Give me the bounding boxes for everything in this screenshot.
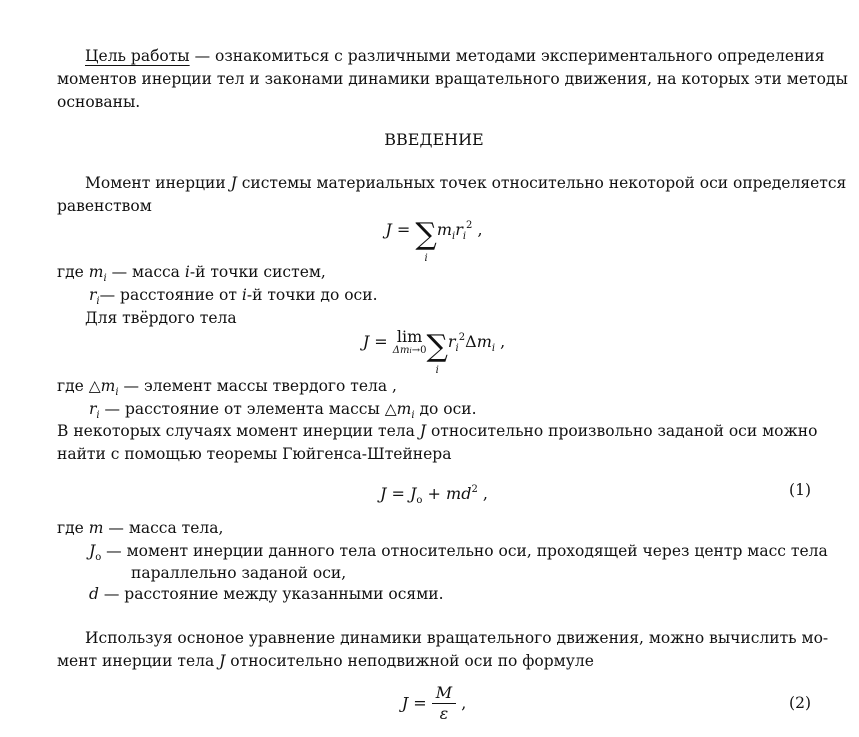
limit-under-arrow: →0 [411,345,427,356]
dynamics-symbol-j: J [219,652,226,670]
def-mi-pre: где [57,263,89,281]
def-ri-solid-text-1: — расстояние от элемента массы [99,400,385,418]
eq-points-tail: , [472,220,483,239]
eq-dynamics-equals: = [408,693,432,713]
eq-steiner-lhs: J [380,484,387,503]
goal-line-3: основаны. [57,93,141,111]
section-title: ВВЕДЕНИЕ [384,130,484,149]
def-ri-i: i [241,286,247,304]
def-ri-solid-dm-sub: i [411,410,415,421]
def-mi-text-1: — масса [106,263,185,281]
eq-solid-sum [426,328,448,376]
def-mi-i: i [184,263,190,281]
eq-solid-lhs: J [362,332,370,351]
eq-points-m-sub: i [451,231,456,242]
eq-solid-r-sup: 2 [458,332,466,343]
document-page [57,0,848,737]
para1-text-b: системы материальных точек относительно некоторой оси определяется [236,174,847,192]
def-ri-solid-text-2: до оси. [414,400,477,418]
eq-solid-r: r [447,332,456,351]
dynamics-text-a: мент инерции тела [57,652,220,670]
equation-steiner [57,480,811,511]
equation-points [57,216,811,264]
def-ri-text-1: — расстояние от [99,286,242,304]
goal-text-1: — ознакомиться с различными методами экспериментального определения [189,47,825,65]
eq-points-m: m [436,220,452,239]
eq-steiner-j0-sub: o [416,495,423,506]
dynamics-line-1: Используя осноное уравнение динамики вращательного движения, можно вычислить мо- [85,629,829,647]
eq-solid-m-sub: i [491,343,496,354]
def-m-symbol: m [88,519,104,537]
def-dm-text: — элемент массы твердого тела , [118,377,397,395]
fraction-denominator: ε [439,704,449,723]
def-dm-sub: i [115,387,119,398]
steiner-text-a: В некоторых случаях момент инерции тела [57,422,420,440]
def-j0-line-2: параллельно заданой оси, [131,564,347,582]
eq-steiner-j0: J [410,484,417,503]
eq-solid-r-sub: i [455,343,459,354]
para1-line-2: равенством [57,197,152,215]
steiner-line-2: найти с помощью теоремы Гюйгенса-Штейнера [57,445,452,463]
def-ri-solid-symbol: r [89,400,97,418]
goal-label: Цель работы [85,47,190,65]
sum-symbol: ∑ [426,329,448,364]
steiner-symbol-j: J [419,422,427,440]
goal-line-2: моментов инерции тел и законами динамики вращательного движения, на которых эти методы [57,70,848,88]
limit-word: lim [396,327,423,346]
def-ri-solid-dm: △m [384,400,412,418]
para1-text-a: Момент инерции [85,174,231,192]
eq-dynamics-tail: , [456,693,467,713]
sum-index: i [435,365,439,376]
goal-line-1 [57,46,825,66]
eq-points-lhs: J [385,220,392,239]
eq-steiner-md-sup: 2 [471,484,478,495]
def-mi-sub: i [103,273,107,284]
def-mi-text-2: -й точки систем, [189,263,326,281]
equation-solid [57,327,811,376]
eq-solid-limit [393,328,427,356]
steiner-text-b: относительно произвольно заданой оси можно [426,422,818,440]
def-ri-solid-sub: i [96,410,100,421]
solid-intro-line: Для твёрдого тела [85,309,237,327]
eq-points-r: r [455,220,463,239]
def-mi-symbol: m [88,263,104,281]
fraction-numerator: M [432,683,456,704]
def-m-line [57,518,811,538]
def-m-text: — масса тела, [103,519,224,537]
def-d-text: — расстояние между указанными осями. [98,585,444,603]
def-m-pre: где [57,519,89,537]
sum-index: i [424,253,428,264]
eq-solid-delta: Δ [465,332,477,351]
def-j0-sub: o [95,552,102,563]
equation-number-2: (2) [789,694,811,712]
eq-points-sum [415,216,437,264]
eq-points-r-sup: 2 [466,220,473,231]
eq-steiner-tail: , [477,484,488,503]
def-ri-symbol: r [89,286,97,304]
eq-dynamics-lhs: J [401,693,409,713]
def-ri-text-2: -й точки до оси. [246,286,378,304]
def-ri-sub: i [96,296,100,307]
eq-solid-tail: , [495,332,506,351]
def-d-line [57,584,811,604]
equation-number-1: (1) [789,481,811,499]
equation-dynamics [57,683,811,724]
eq-points-equals: = [391,220,416,239]
eq-solid-equals: = [369,332,393,351]
sum-symbol: ∑ [415,217,437,252]
eq-dynamics-fraction [432,683,456,724]
def-j0-text: — момент инерции данного тела относительно оси, проходящей через центр масс тела [101,542,828,560]
para1-symbol-j: J [230,174,237,192]
def-dm-symbol: △m [88,377,116,395]
steiner-line-1 [57,421,818,441]
def-d-symbol: d [89,585,99,603]
eq-steiner-plus: + [422,484,447,503]
eq-solid-m: m [476,332,492,351]
dynamics-text-b: относительно неподвижной оси по формуле [225,652,594,670]
limit-under [393,346,427,356]
def-j0-symbol: J [89,542,96,560]
limit-under-sub: i [409,347,412,355]
limit-under-dm: Δm [392,345,410,356]
eq-points-r-sub: i [462,231,467,242]
eq-steiner-md: md [446,484,472,503]
para1-line-1 [57,173,847,193]
eq-steiner-equals: = [386,484,410,503]
def-dm-pre: где [57,377,89,395]
dynamics-line-2 [57,651,811,671]
